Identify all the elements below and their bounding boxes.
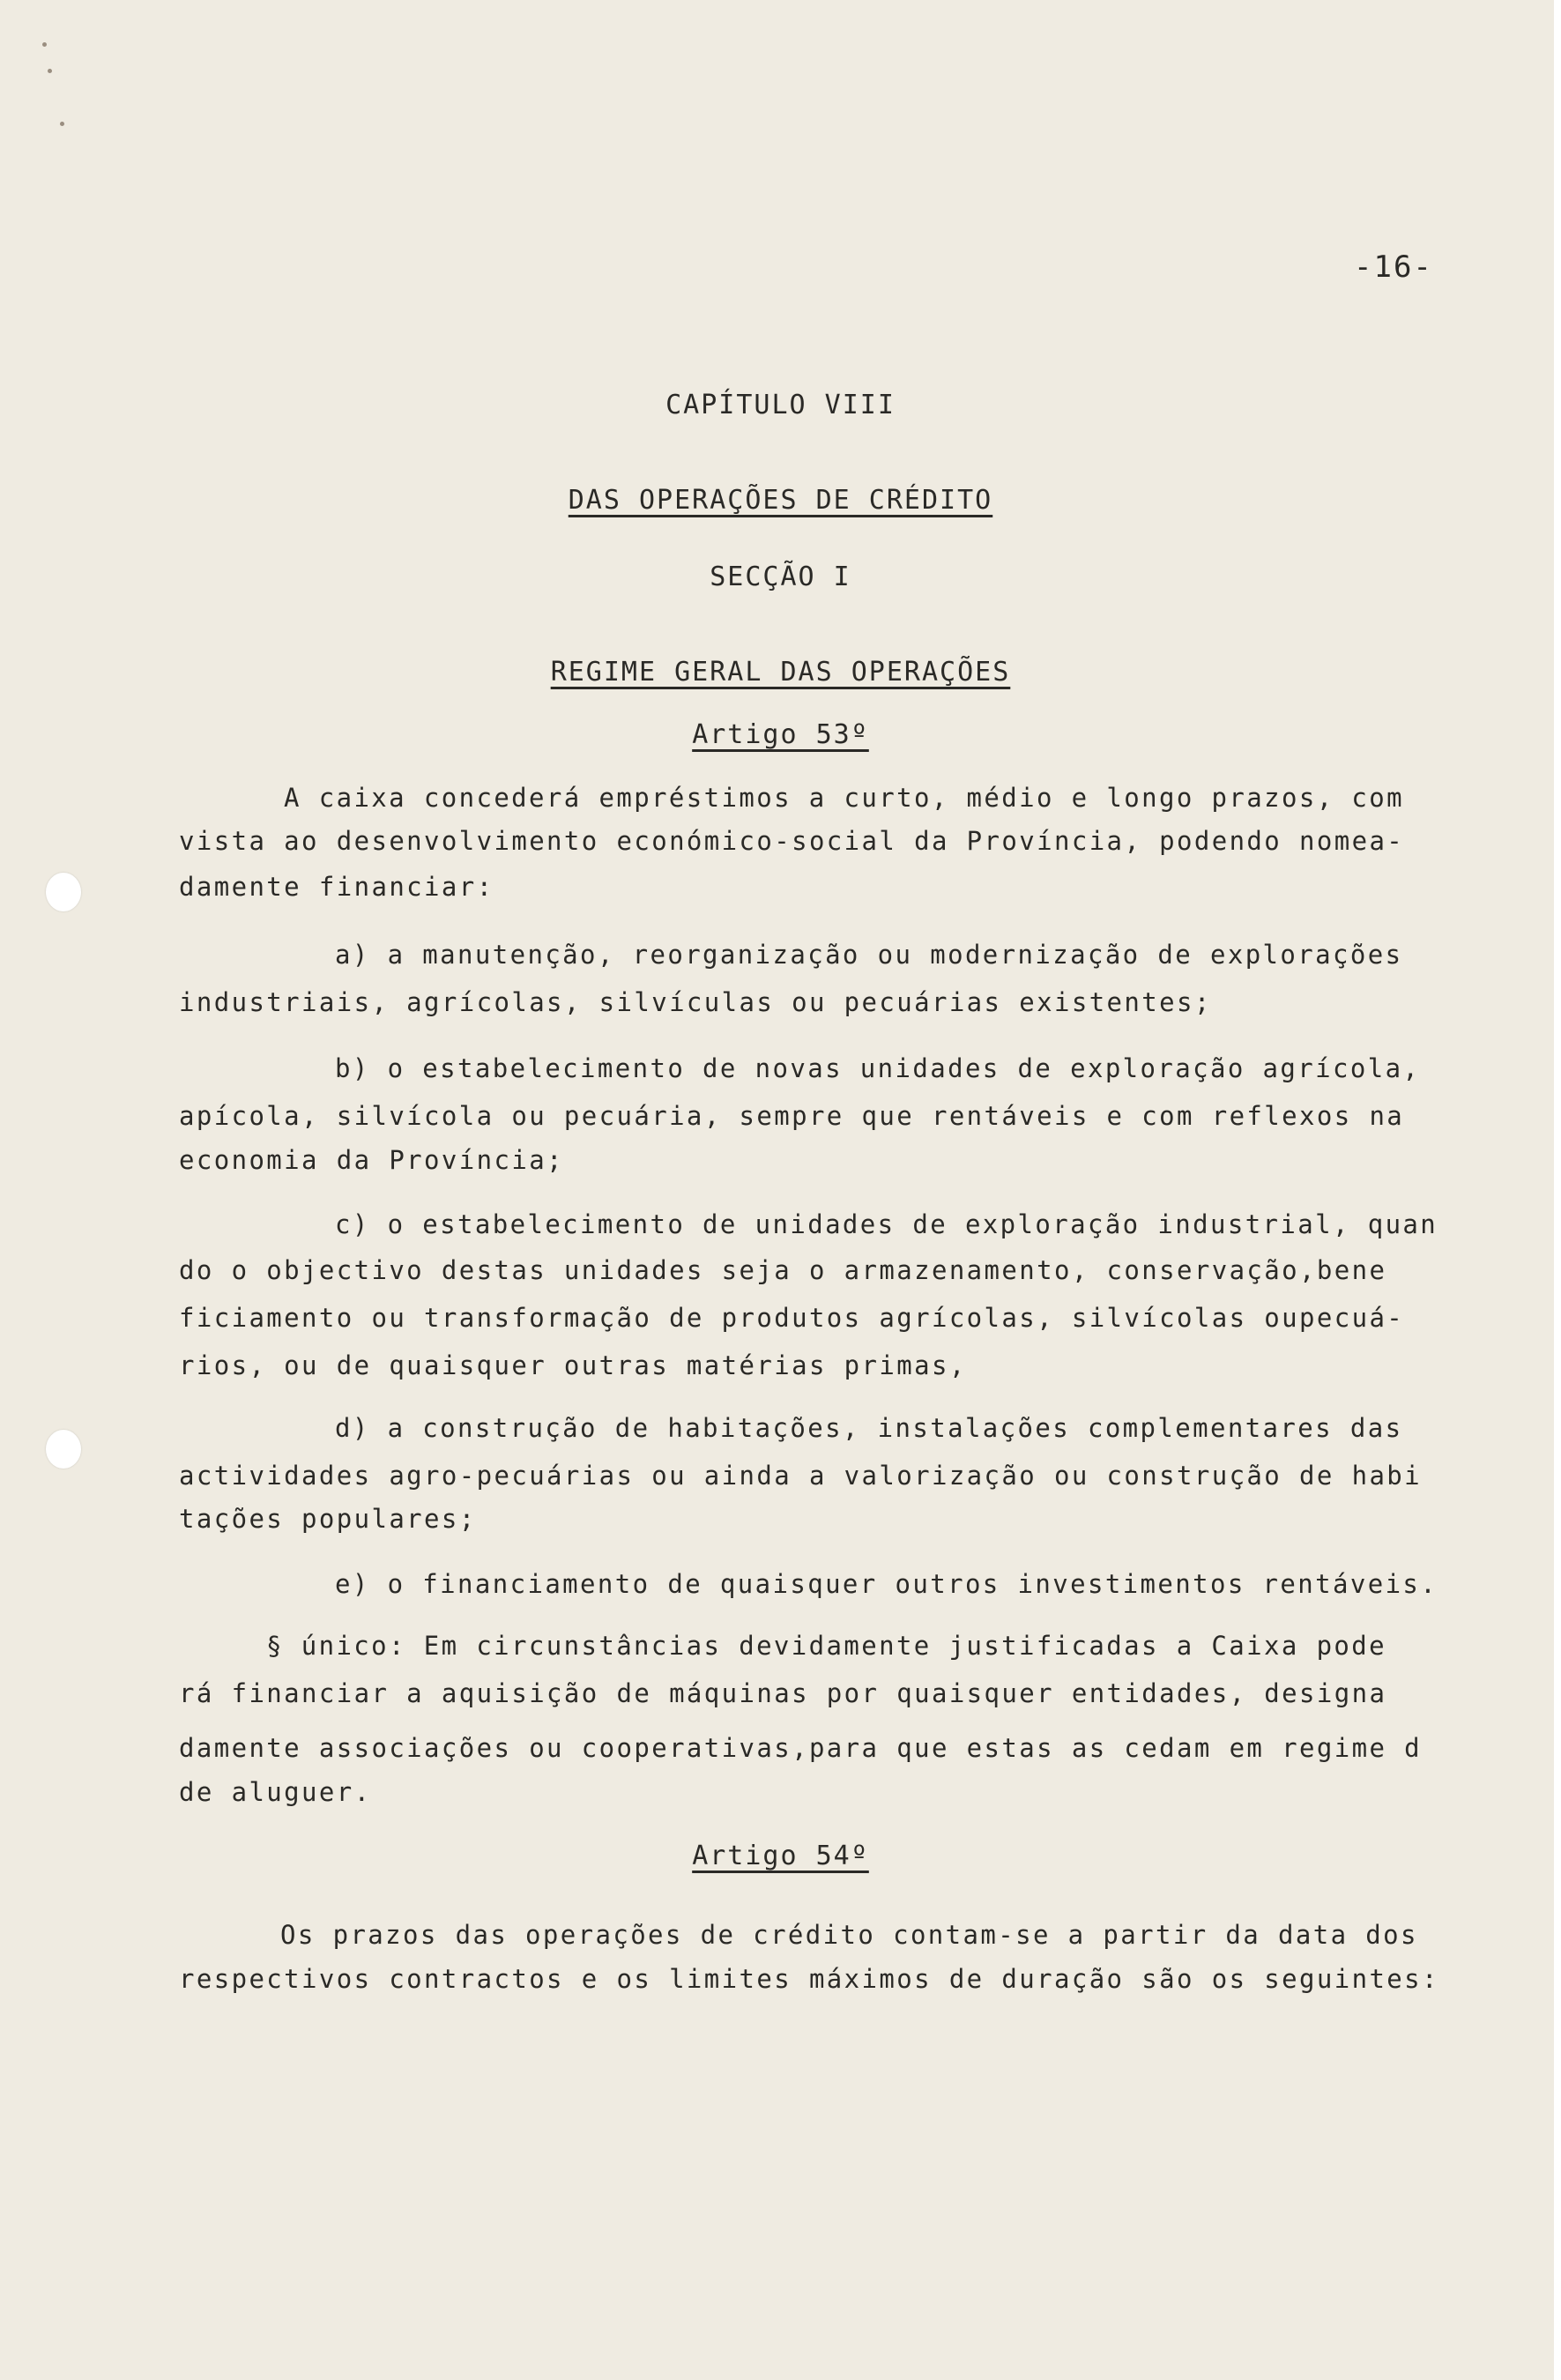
item-b-line: economia da Província;: [179, 1145, 564, 1175]
item-c-line: do o objectivo destas unidades seja o armazenamento, conservação,bene: [179, 1255, 1387, 1285]
item-d-line: d) a construção de habitações, instalações complementares das: [335, 1413, 1403, 1443]
paragraph-unico-line: rá financiar a aquisição de máquinas por quaisquer entidades, designa: [179, 1678, 1387, 1708]
item-d-line: actividades agro-pecuárias ou ainda a valorização ou construção de habi: [179, 1461, 1423, 1491]
item-c-line: rios, ou de quaisquer outras matérias primas,: [179, 1350, 967, 1380]
chapter-title: [0, 485, 1561, 516]
item-d-line: tações populares;: [179, 1504, 477, 1534]
chapter-heading: CAPÍTULO VIII: [665, 390, 896, 420]
article-54-heading: [0, 1841, 1561, 1871]
punch-hole: [46, 1430, 81, 1469]
paper-speck: [42, 42, 47, 47]
item-c-line: c) o estabelecimento de unidades de exploração industrial, quan: [335, 1209, 1438, 1239]
item-a-line: industriais, agrícolas, silvículas ou pecuárias existentes;: [179, 987, 1212, 1017]
paragraph-unico-line: damente associações ou cooperativas,para que estas as cedam em regime d: [179, 1733, 1423, 1763]
item-a-line: a) a manutenção, reorganização ou modernização de explorações: [335, 940, 1403, 970]
section-heading: SECÇÃO I: [710, 562, 851, 592]
item-e-line: e) o financiamento de quaisquer outros investimentos rentáveis.: [335, 1569, 1438, 1599]
paragraph-unico-line: § único: Em circunstâncias devidamente justificadas a Caixa pode: [266, 1631, 1387, 1661]
article-53-intro-line: vista ao desenvolvimento económico-social da Província, podendo nomea-: [179, 826, 1405, 856]
punch-hole: [46, 873, 81, 911]
chapter-title-text: DAS OPERAÇÕES DE CRÉDITO: [568, 485, 993, 516]
paragraph-unico-line: de aluguer.: [179, 1777, 372, 1807]
article-53-heading-text: Artigo 53º: [692, 719, 869, 750]
page-edge: [1554, 0, 1561, 2380]
item-b-line: b) o estabelecimento de novas unidades de exploração agrícola,: [335, 1053, 1421, 1083]
article-54-line: Os prazos das operações de crédito contam-se a partir da data dos: [280, 1920, 1418, 1950]
section-title-text: REGIME GERAL DAS OPERAÇÕES: [550, 657, 1011, 688]
item-b-line: apícola, silvícola ou pecuária, sempre que rentáveis e com reflexos na: [179, 1101, 1405, 1131]
paper-speck: [60, 122, 64, 126]
article-53-intro-line: A caixa concederá empréstimos a curto, médio e longo prazos, com: [284, 783, 1405, 813]
article-53-heading: [0, 719, 1561, 750]
article-54-heading-text: Artigo 54º: [692, 1841, 869, 1871]
section-title: [0, 657, 1561, 688]
paper-speck: [48, 69, 52, 73]
page-number: -16-: [1354, 249, 1433, 285]
item-c-line: ficiamento ou transformação de produtos agrícolas, silvícolas oupecuá-: [179, 1303, 1405, 1333]
article-53-intro-line: damente financiar:: [179, 872, 494, 902]
article-54-line: respectivos contractos e os limites máximos de duração são os seguintes:: [179, 1964, 1439, 1994]
